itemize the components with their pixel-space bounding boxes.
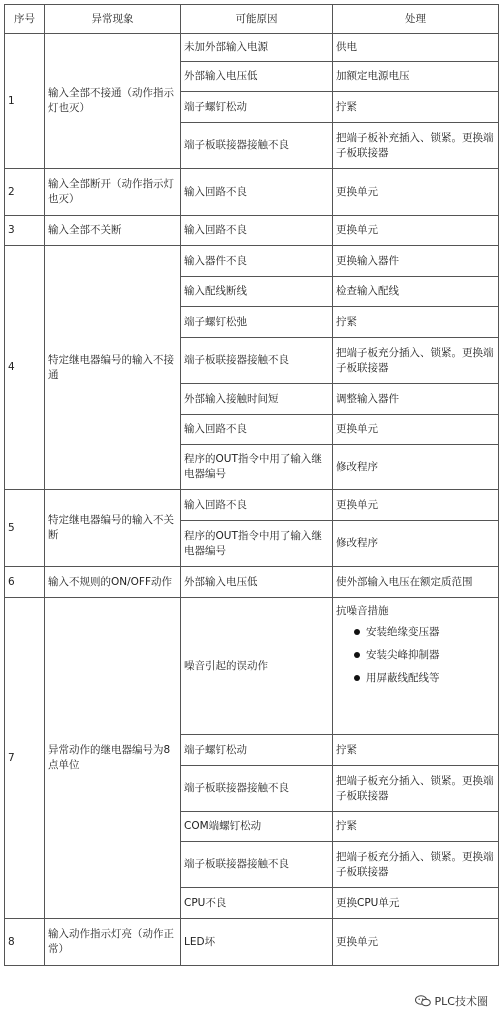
action-cell: 更换单元 — [333, 169, 499, 216]
cause-cell: 程序的OUT指令中用了输入继电器编号 — [181, 445, 333, 490]
cause-cell: 未加外部输入电源 — [181, 34, 333, 62]
action-cell: 拧紧 — [333, 92, 499, 123]
header-cause: 可能原因 — [181, 5, 333, 34]
cause-cell: COM端螺钉松动 — [181, 812, 333, 842]
bullet-text: 安装尖峰抑制器 — [366, 649, 440, 661]
cause-cell: 外部输入电压低 — [181, 567, 333, 598]
header-action: 处理 — [333, 5, 499, 34]
table-body — [5, 34, 499, 966]
row-number: 4 — [5, 246, 45, 490]
action-cell: 拧紧 — [333, 307, 499, 338]
action-cell — [333, 598, 499, 735]
cause-cell: 输入回路不良 — [181, 169, 333, 216]
action-cell: 更换单元 — [333, 216, 499, 246]
watermark — [415, 993, 488, 1009]
symptom-cell: 输入不规则的ON/OFF动作 — [45, 567, 181, 598]
table-row — [5, 216, 499, 246]
action-cell: 加额定电源电压 — [333, 62, 499, 92]
cause-cell: 端子螺钉松动 — [181, 735, 333, 766]
cause-cell: CPU不良 — [181, 888, 333, 919]
action-cell: 更换单元 — [333, 919, 499, 966]
cause-cell: 输入回路不良 — [181, 490, 333, 521]
table-row — [5, 598, 499, 735]
fault-table — [4, 4, 499, 966]
bullet-item — [354, 671, 495, 686]
symptom-cell: 特定继电器编号的输入不关断 — [45, 490, 181, 567]
row-number: 3 — [5, 216, 45, 246]
table-row — [5, 567, 499, 598]
action-heading: 抗噪音措施 — [336, 605, 389, 617]
row-number: 6 — [5, 567, 45, 598]
table-row — [5, 34, 499, 62]
action-cell: 把端子板充分插入、锁紧。更换端子板联接器 — [333, 338, 499, 384]
cause-cell: 端子板联接器接触不良 — [181, 338, 333, 384]
symptom-cell: 输入全部断开（动作指示灯也灭） — [45, 169, 181, 216]
symptom-cell: 输入动作指示灯亮（动作正常） — [45, 919, 181, 966]
cause-cell: LED坏 — [181, 919, 333, 966]
action-cell: 供电 — [333, 34, 499, 62]
cause-cell: 端子螺钉松弛 — [181, 307, 333, 338]
action-cell: 修改程序 — [333, 445, 499, 490]
table-row — [5, 919, 499, 966]
cause-cell: 端子板联接器接触不良 — [181, 123, 333, 169]
action-cell: 更换CPU单元 — [333, 888, 499, 919]
cause-cell: 程序的OUT指令中用了输入继电器编号 — [181, 521, 333, 567]
action-cell: 检查输入配线 — [333, 277, 499, 307]
table-row — [5, 490, 499, 521]
cause-cell: 输入配线断线 — [181, 277, 333, 307]
wechat-icon — [415, 995, 431, 1007]
header-row — [5, 5, 499, 34]
cause-cell: 端子板联接器接触不良 — [181, 842, 333, 888]
action-cell: 把端子板充分插入、锁紧。更换端子板联接器 — [333, 766, 499, 812]
action-bullet-list — [336, 625, 495, 686]
bullet-dot-icon — [354, 652, 360, 658]
watermark-text: PLC技术圈 — [434, 995, 488, 1008]
table-row — [5, 246, 499, 277]
bullet-item — [354, 625, 495, 640]
action-cell: 调整输入器件 — [333, 384, 499, 415]
cause-cell: 输入器件不良 — [181, 246, 333, 277]
row-number: 1 — [5, 34, 45, 169]
action-cell: 把端子板补充插入、锁紧。更换端子板联接器 — [333, 123, 499, 169]
symptom-cell: 特定继电器编号的输入不接通 — [45, 246, 181, 490]
action-cell: 拧紧 — [333, 812, 499, 842]
symptom-cell: 异常动作的继电器编号为8点单位 — [45, 598, 181, 919]
cause-cell: 端子螺钉松动 — [181, 92, 333, 123]
action-cell: 拧紧 — [333, 735, 499, 766]
cause-cell: 输入回路不良 — [181, 415, 333, 445]
row-number: 7 — [5, 598, 45, 919]
symptom-cell: 输入全部不接通（动作指示灯也灭） — [45, 34, 181, 169]
action-cell: 更换单元 — [333, 490, 499, 521]
bullet-dot-icon — [354, 675, 360, 681]
row-number: 5 — [5, 490, 45, 567]
cause-cell: 端子板联接器接触不良 — [181, 766, 333, 812]
row-number: 2 — [5, 169, 45, 216]
table-row — [5, 169, 499, 216]
row-number: 8 — [5, 919, 45, 966]
action-cell: 更换输入器件 — [333, 246, 499, 277]
cause-cell: 外部输入电压低 — [181, 62, 333, 92]
header-symptom: 异常现象 — [45, 5, 181, 34]
cause-cell: 噪音引起的误动作 — [181, 598, 333, 735]
cause-cell: 输入回路不良 — [181, 216, 333, 246]
bullet-item — [354, 648, 495, 663]
bullet-text: 安装绝缘变压器 — [366, 626, 440, 638]
symptom-cell: 输入全部不关断 — [45, 216, 181, 246]
action-cell: 使外部输入电压在额定质范围 — [333, 567, 499, 598]
bullet-dot-icon — [354, 629, 360, 635]
action-cell: 更换单元 — [333, 415, 499, 445]
action-cell: 修改程序 — [333, 521, 499, 567]
action-cell: 把端子板充分插入、锁紧。更换端子板联接器 — [333, 842, 499, 888]
header-no: 序号 — [5, 5, 45, 34]
bullet-text: 用屏蔽线配线等 — [366, 672, 440, 684]
cause-cell: 外部输入接触时间短 — [181, 384, 333, 415]
